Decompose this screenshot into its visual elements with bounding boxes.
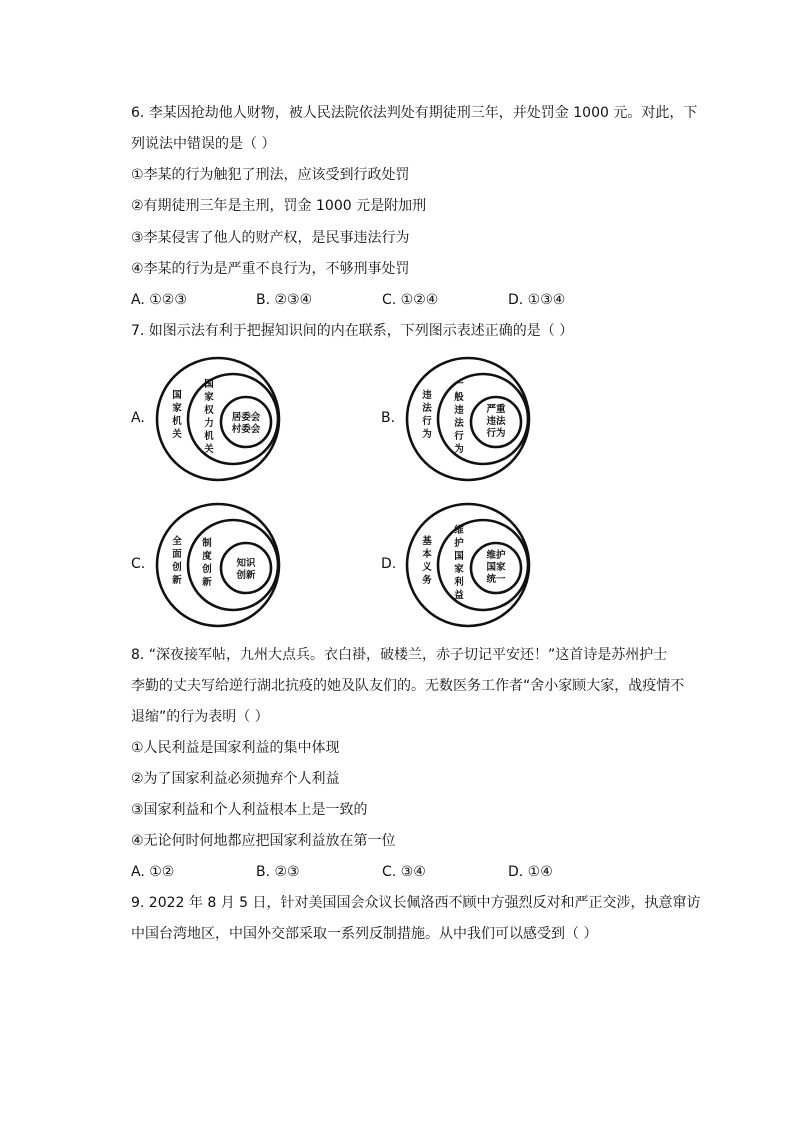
svg-text:居委会: 居委会	[231, 412, 261, 423]
q9-stem-line2: 中国台湾地区，中国外交部采取一系列反制措施。从中我们可以感受到（ ）	[131, 926, 598, 942]
q8-stem-line2: 李勤的丈夫写给逆行湖北抗疫的她及队友们的。无数医务工作者“舍小家顾大家，战疫情不	[131, 678, 685, 694]
inner-label	[485, 403, 506, 439]
svg-text:行: 行	[422, 416, 432, 427]
q6-option-d[interactable]: D. ①③④	[508, 292, 566, 308]
inner-label	[486, 549, 506, 585]
middle-label	[453, 379, 464, 455]
svg-text:务: 务	[422, 575, 432, 586]
q8-option-c[interactable]: C. ③④	[382, 864, 426, 880]
q7-diagram-c	[131, 502, 391, 632]
svg-text:创新: 创新	[236, 570, 256, 581]
q7-diagram-d-venn	[405, 502, 531, 628]
svg-text:创: 创	[172, 562, 182, 573]
q7-diagram-b-venn	[405, 356, 531, 482]
q8-item-1: ①人民利益是国家利益的集中体现	[131, 740, 340, 756]
svg-text:力: 力	[204, 418, 214, 429]
svg-text:家: 家	[172, 403, 182, 414]
svg-text:统一: 统一	[486, 574, 506, 585]
svg-text:村委会: 村委会	[231, 424, 261, 435]
svg-text:行: 行	[454, 431, 464, 442]
svg-text:国: 国	[454, 551, 464, 562]
q7-diagram-a-letter[interactable]: A.	[131, 410, 145, 426]
outer-label	[421, 389, 432, 440]
q8-stem-line3: 退缩”的行为表明（ ）	[131, 709, 269, 725]
svg-text:机: 机	[204, 431, 214, 442]
q6-item-3: ③李某侵害了他人的财产权，是民事违法行为	[131, 230, 410, 246]
svg-text:一: 一	[454, 379, 464, 390]
svg-text:为: 为	[422, 429, 432, 440]
svg-text:关: 关	[172, 429, 182, 440]
svg-text:创: 创	[202, 564, 212, 575]
svg-text:度: 度	[202, 551, 212, 562]
outer-label	[171, 535, 182, 586]
q7-diagram-d	[381, 502, 641, 632]
svg-text:全: 全	[172, 536, 182, 547]
svg-text:行为: 行为	[486, 428, 506, 439]
inner-label	[235, 557, 256, 581]
svg-text:般: 般	[454, 392, 464, 403]
svg-text:基: 基	[422, 536, 432, 547]
q7-diagram-b	[381, 356, 641, 486]
svg-text:国: 国	[204, 379, 214, 390]
svg-text:本: 本	[422, 549, 432, 560]
svg-text:面: 面	[172, 549, 182, 560]
q6-option-a[interactable]: A. ①②③	[131, 292, 187, 308]
q9-stem-line1: 9. 2022 年 8 月 5 日，针对美国国会众议长佩洛西不顾中方强烈反对和严正交涉，执意窜访	[131, 895, 701, 911]
svg-text:关: 关	[204, 444, 214, 455]
middle-label	[204, 378, 214, 455]
middle-circle	[438, 520, 528, 610]
svg-text:利: 利	[454, 577, 464, 588]
svg-text:新: 新	[172, 575, 182, 586]
q7-diagram-a-venn	[155, 356, 281, 482]
svg-text:护: 护	[454, 538, 464, 549]
q7-diagram-a	[131, 356, 391, 486]
middle-label	[453, 524, 464, 601]
svg-text:家: 家	[454, 564, 464, 575]
svg-text:违: 违	[454, 405, 464, 416]
svg-text:新: 新	[202, 577, 212, 588]
svg-text:家: 家	[204, 392, 214, 403]
svg-text:为: 为	[454, 444, 464, 455]
svg-text:违法: 违法	[486, 416, 506, 427]
q8-item-3: ③国家利益和个人利益根本上是一致的	[131, 802, 368, 818]
q6-item-4: ④李某的行为是严重不良行为，不够刑事处罚	[131, 261, 410, 277]
outer-label	[172, 389, 182, 440]
q7-diagram-d-letter[interactable]: D.	[381, 556, 397, 572]
svg-text:益: 益	[454, 590, 464, 601]
q6-item-2: ②有期徒刑三年是主刑，罚金 1000 元是附加刑	[131, 198, 427, 214]
q8-option-a[interactable]: A. ①②	[131, 864, 175, 880]
q8-option-b[interactable]: B. ②③	[256, 864, 300, 880]
svg-text:国: 国	[172, 390, 182, 401]
q7-stem: 7. 如图示法有利于把握知识间的内在联系，下列图示表述正确的是（ ）	[131, 323, 574, 339]
svg-text:权: 权	[204, 405, 214, 416]
q8-item-2: ②为了国家利益必须抛弃个人利益	[131, 771, 340, 787]
svg-text:知识: 知识	[236, 558, 256, 569]
svg-text:法: 法	[454, 418, 464, 429]
middle-label	[201, 537, 212, 588]
q6-item-1: ①李某的行为触犯了刑法，应该受到行政处罚	[131, 167, 410, 183]
q7-diagram-c-venn	[155, 502, 281, 628]
outer-label	[422, 535, 432, 586]
q8-stem-line1: 8. “深夜接军帖，九州大点兵。衣白褂，破楼兰，赤子切记平安还！”这首诗是苏州护士	[131, 647, 668, 663]
svg-text:国家: 国家	[486, 562, 506, 573]
inner-label	[232, 411, 261, 435]
q6-option-c[interactable]: C. ①②④	[382, 292, 439, 308]
svg-text:违: 违	[422, 390, 432, 401]
svg-text:机: 机	[172, 416, 182, 427]
q6-stem-line2: 列说法中错误的是（ ）	[131, 136, 276, 152]
svg-text:维护: 维护	[486, 550, 506, 561]
q8-item-4: ④无论何时何地都应把国家利益放在第一位	[131, 833, 396, 849]
middle-circle	[438, 374, 528, 464]
svg-text:义: 义	[422, 562, 432, 573]
svg-text:制: 制	[202, 538, 212, 549]
q6-stem-line1: 6. 李某因抢劫他人财物，被人民法院依法判处有期徒刑三年，并处罚金 1000 元。对此，下	[131, 105, 698, 121]
q7-diagram-c-letter[interactable]: C.	[131, 556, 146, 572]
svg-text:严重: 严重	[486, 404, 506, 415]
svg-text:法: 法	[422, 403, 432, 414]
q7-diagram-b-letter[interactable]: B.	[381, 410, 396, 426]
q6-option-b[interactable]: B. ②③④	[256, 292, 313, 308]
svg-text:维: 维	[454, 525, 464, 536]
q8-option-d[interactable]: D. ①④	[508, 864, 553, 880]
